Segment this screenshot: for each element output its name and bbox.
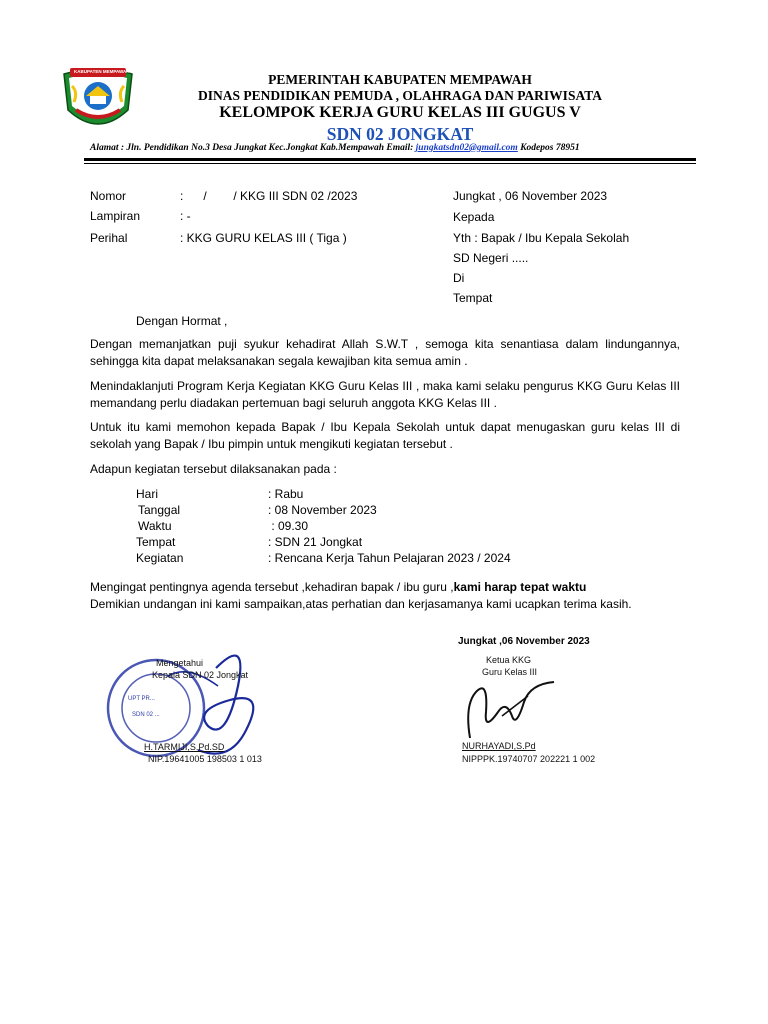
closing-text: Mengingat pentingnya agenda tersebut ,kehadiran bapak / ibu guru , xyxy=(90,580,454,594)
schedule-label-activity: Kegiatan xyxy=(136,551,184,565)
closing-emphasis: kami harap tepat waktu xyxy=(453,580,587,594)
signature-scribble-icon xyxy=(458,672,578,742)
email-link[interactable]: jungkatsdn02@gmail.com xyxy=(415,143,518,153)
school-name: SDN 02 JONGKAT xyxy=(326,124,474,144)
perihal-label: Perihal xyxy=(90,231,128,245)
header-rule-thin xyxy=(84,163,696,164)
lampiran-value: : - xyxy=(180,209,191,223)
schedule-label-day: Hari xyxy=(136,487,159,501)
postal-code: Kodepos 78951 xyxy=(517,143,580,153)
nomor-label: Nomor xyxy=(90,189,127,203)
address-text: Alamat : Jln. Pendidikan No.3 Desa Jungkat Kec.Jongkat Kab.Mempawah Email: xyxy=(90,143,416,153)
schedule-value-place: : SDN 21 Jongkat xyxy=(268,535,363,549)
stamp-text-1: UPT PR... xyxy=(128,696,155,702)
logo-caption: KABUPATEN MEMPAWAH xyxy=(74,69,130,74)
paragraph-request: Untuk itu kami memohon kepada Bapak / Ibu Kepala Sekolah untuk dapat menugaskan guru kelas III di sekolah yang Bapak / Ibu pimpin untuk mengikuti kegiatan tersebut . xyxy=(90,420,680,451)
recipient-di: Di xyxy=(453,271,465,285)
recipient-school: SD Negeri ..... xyxy=(453,251,529,265)
letter-date: Jungkat , 06 November 2023 xyxy=(453,189,608,203)
stamp-text-2: SDN 02 ... xyxy=(132,712,160,718)
paragraph-opening: Dengan memanjatkan puji syukur kehadirat Allah S.W.T , semoga kita senantiasa dalam lindungannya, sehingga kita dapat melaksanakan segala kewajiban kita semua amin . xyxy=(90,337,680,368)
recipient-tempat: Tempat xyxy=(453,291,493,305)
schedule-value-time: : 09.30 xyxy=(268,519,309,533)
paragraph-schedule-intro: Adapun kegiatan tersebut dilaksanakan pada : xyxy=(90,462,337,476)
signature-date: Jungkat ,06 November 2023 xyxy=(458,636,590,647)
address-line xyxy=(90,143,580,153)
perihal-value: : KKG GURU KELAS III ( Tiga ) xyxy=(180,231,347,245)
chair-signature-block xyxy=(458,652,658,772)
chair-name: NURHAYADI,S.Pd xyxy=(462,741,536,751)
header-rule-thick xyxy=(84,158,696,161)
principal-signature-block xyxy=(98,646,308,772)
principal-title: Kepala SDN 02 Jongkat xyxy=(152,670,249,680)
chair-group: Guru Kelas III xyxy=(482,667,538,677)
schedule-value-day: : Rabu xyxy=(268,487,304,501)
schedule-value-date: : 08 November 2023 xyxy=(268,503,377,517)
principal-name: H.TARMIJI,S.Pd.SD xyxy=(144,742,225,752)
principal-nip: NIP.19641005 198503 1 013 xyxy=(148,754,262,764)
government-title: PEMERINTAH KABUPATEN MEMPAWAH xyxy=(268,72,532,87)
schedule-label-date: Tanggal xyxy=(138,503,181,517)
schedule-label-place: Tempat xyxy=(136,535,176,549)
schedule-value-activity: : Rencana Kerja Tahun Pelajaran 2023 / 2024 xyxy=(268,551,511,565)
working-group-title: KELOMPOK KERJA GURU KELAS III GUGUS V xyxy=(219,104,581,121)
greeting: Dengan Hormat , xyxy=(136,314,228,328)
recipient-kepada: Kepada xyxy=(453,210,495,224)
chair-title: Ketua KKG xyxy=(486,655,532,665)
schedule-label-time: Waktu xyxy=(138,519,172,533)
closing-line-2: Demikian undangan ini kami sampaikan,atas perhatian dan kerjasamanya kami ucapkan terima kasih. xyxy=(90,597,632,611)
closing-line-1 xyxy=(90,579,586,595)
recipient-yth: Yth : Bapak / Ibu Kepala Sekolah xyxy=(453,231,630,245)
paragraph-followup: Menindaklanjuti Program Kerja Kegiatan KKG Guru Kelas III , maka kami selaku pengurus KKG Guru Kelas III memandang perlu diadakan pertemuan bagi seluruh anggota KKG Kelas III . xyxy=(90,379,680,410)
principal-acknowledge: Mengetahui xyxy=(156,658,204,668)
nomor-value: : / / KKG III SDN 02 /2023 xyxy=(180,189,358,203)
lampiran-label: Lampiran xyxy=(90,209,141,223)
chair-nip: NIPPPK.19740707 202221 1 002 xyxy=(462,754,596,764)
department-title: DINAS PENDIDIKAN PEMUDA , OLAHRAGA DAN PARIWISATA xyxy=(198,88,602,103)
